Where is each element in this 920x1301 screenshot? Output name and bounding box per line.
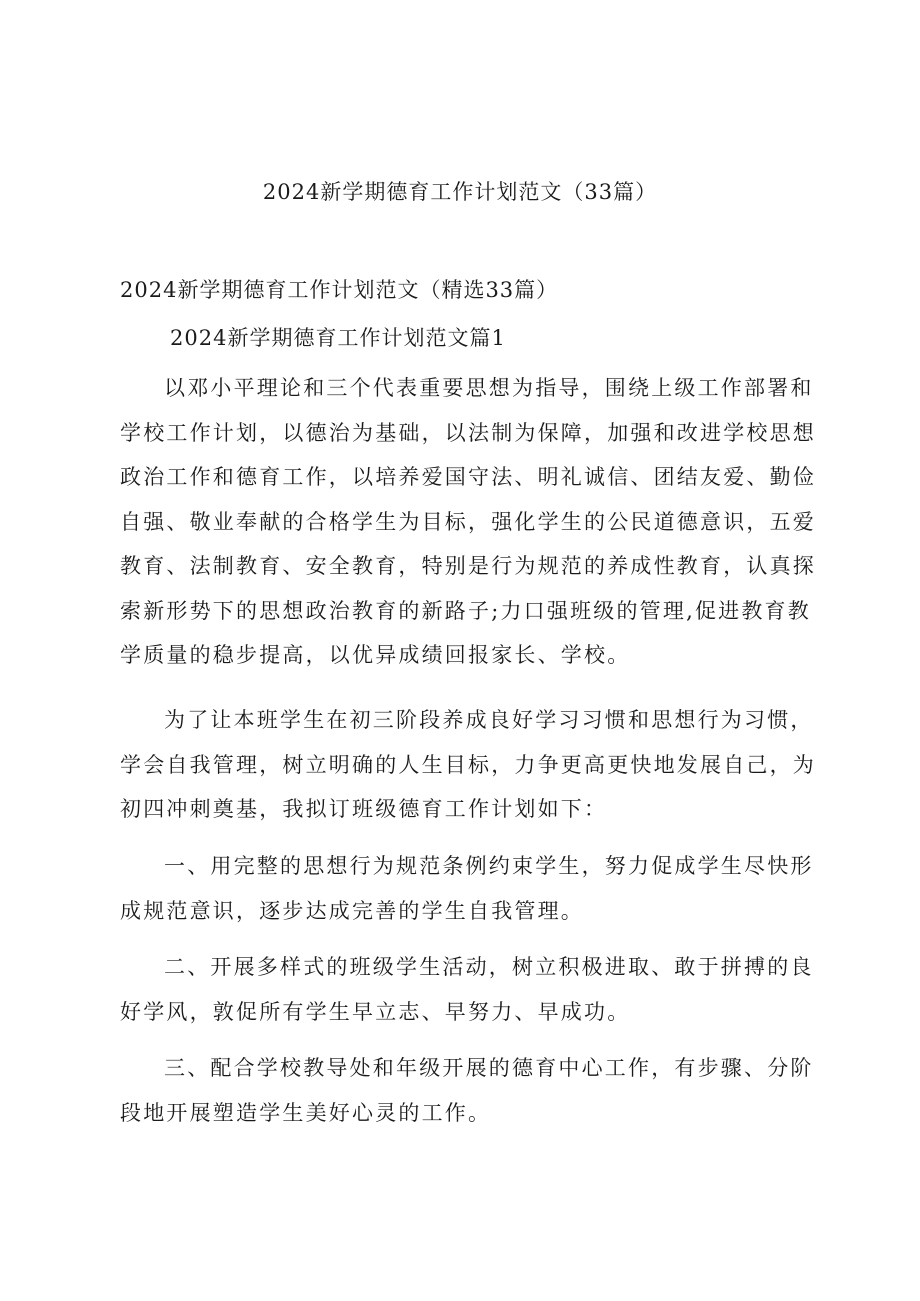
document-title: 2024新学期德育工作计划范文（33篇） <box>262 180 658 204</box>
section-heading: 2024新学期德育工作计划范文篇1 <box>170 326 506 350</box>
paragraph-line: 政治工作和德育工作，以培养爱国守法、明礼诚信、团结友爱、勤俭 <box>120 465 816 489</box>
document-subtitle: 2024新学期德育工作计划范文（精选33篇） <box>120 278 559 302</box>
paragraph-line: 学质量的稳步提高，以优异成绩回报家长、学校。 <box>120 643 631 667</box>
paragraph-item-one <box>120 844 820 933</box>
paragraph-line: 教育、法制教育、安全教育，特别是行为规范的养成性教育，认真探 <box>120 554 816 578</box>
paragraph-line: 索新形势下的思想政治教育的新路子;力口强班级的管理,促进教育教 <box>120 598 811 623</box>
paragraph-line: 成规范意识，逐步达成完善的学生自我管理。 <box>120 898 584 923</box>
paragraph-class-plan-intro <box>120 698 820 832</box>
paragraph-guiding-principles <box>120 366 820 678</box>
paragraph-line: 段地开展塑造学生美好心灵的工作。 <box>120 1100 492 1125</box>
paragraph-item-three <box>120 1046 820 1135</box>
paragraph-line: 三、配合学校教导处和年级开展的德育中心工作，有步骤、分阶 <box>164 1056 814 1080</box>
paragraph-line: 二、开展多样式的班级学生活动，树立积极进取、敢于拼搏的良 <box>164 955 814 979</box>
paragraph-line: 以邓小平理论和三个代表重要思想为指导，围绕上级工作部署和 <box>164 376 814 400</box>
paragraph-item-two <box>120 945 820 1034</box>
paragraph-line: 初四冲刺奠基，我拟订班级德育工作计划如下： <box>120 797 608 821</box>
paragraph-line: 学校工作计划，以德治为基础，以法制为保障，加强和改进学校思想 <box>120 420 816 445</box>
paragraph-line: 好学风，敦促所有学生早立志、早努力、早成功。 <box>120 999 631 1024</box>
paragraph-line: 学会自我管理，树立明确的人生目标，力争更高更快地发展自己，为 <box>120 752 816 777</box>
paragraph-line: 一、用完整的思想行为规范条例约束学生，努力促成学生尽快形 <box>164 854 814 878</box>
paragraph-line: 自强、敬业奉献的合格学生为目标，强化学生的公民道德意识，五爱 <box>120 509 816 534</box>
paragraph-line: 为了让本班学生在初三阶段养成良好学习习惯和思想行为习惯， <box>164 708 814 732</box>
